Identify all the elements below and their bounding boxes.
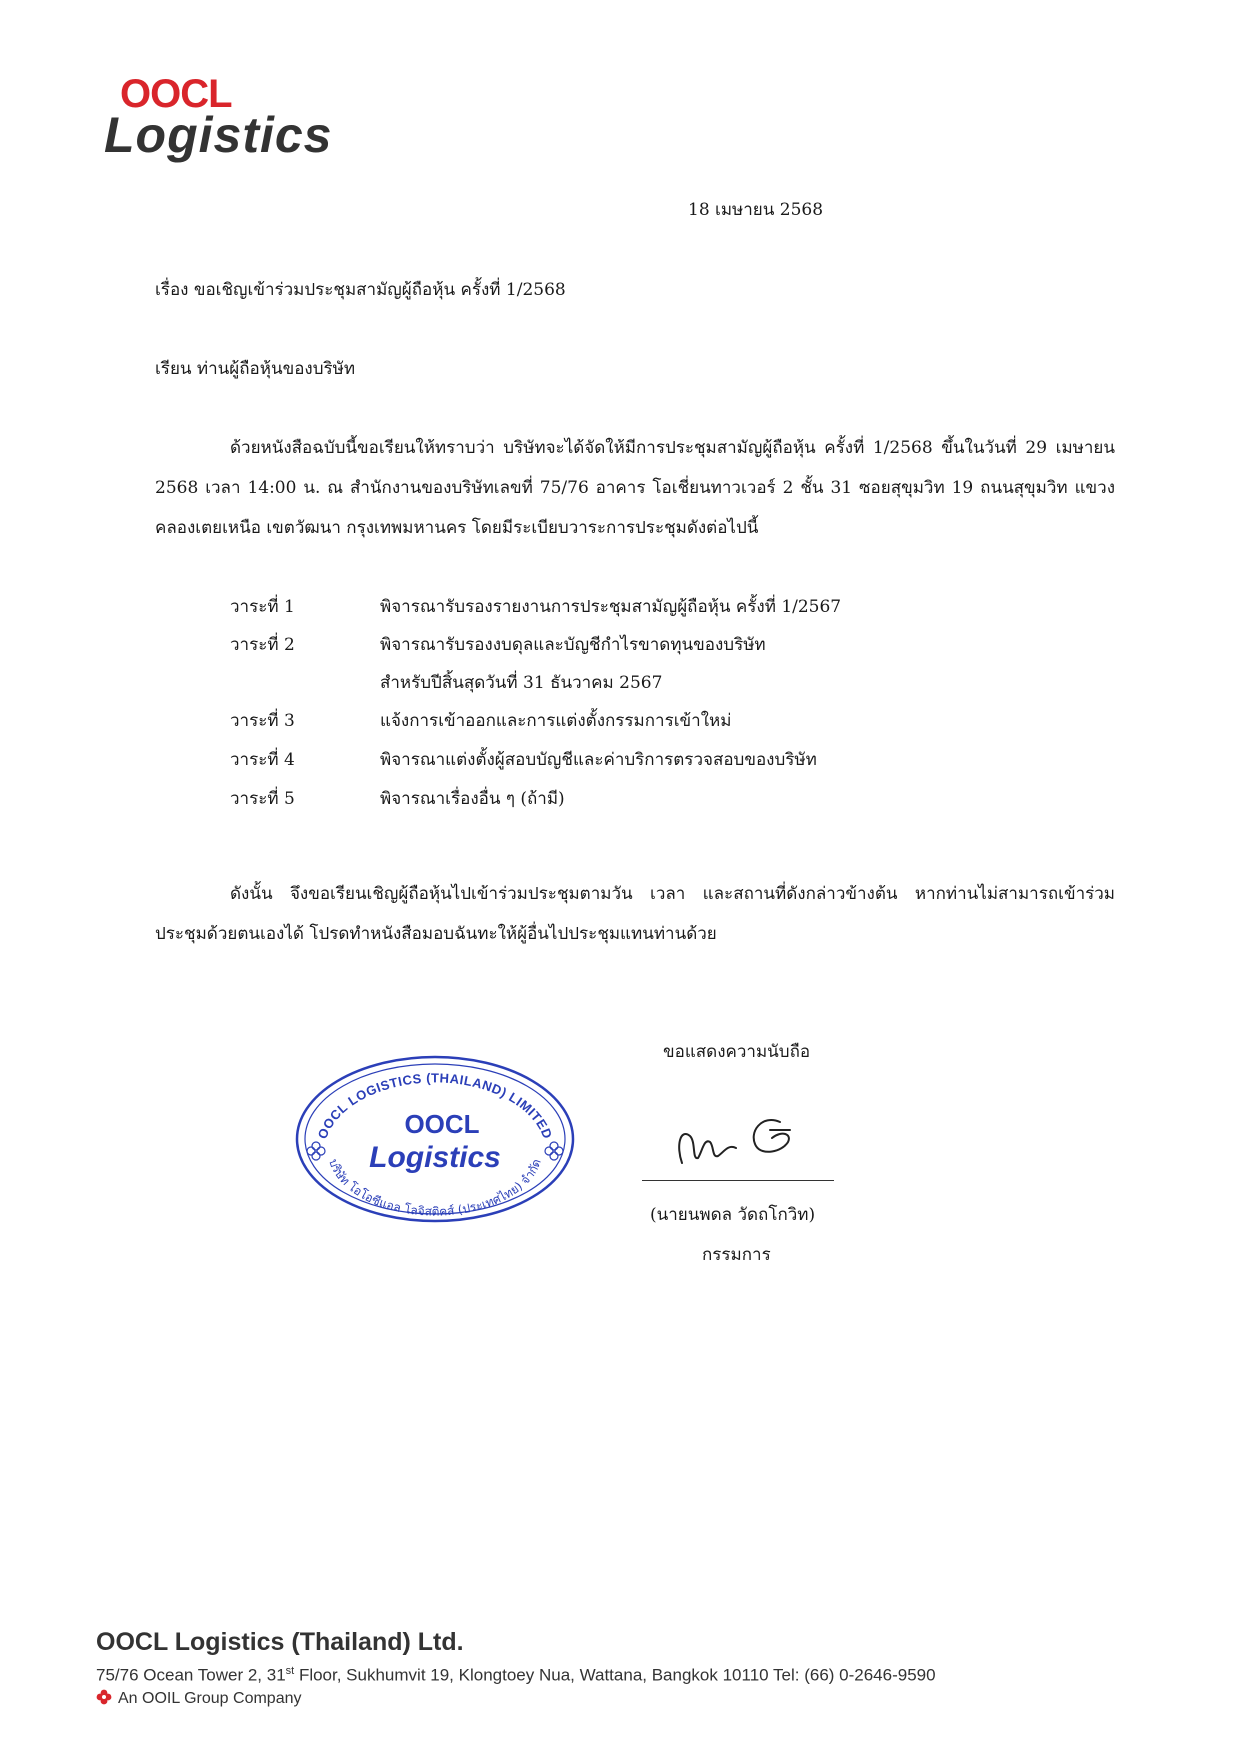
signer-name: (นายนพดล วัดถโกวิท) <box>650 1205 816 1225</box>
paragraph-invitation <box>155 428 1115 548</box>
signer-position: กรรมการ <box>702 1245 771 1265</box>
agenda-text: พิจารณาเรื่องอื่น ๆ (ถ้ามี) <box>380 789 565 809</box>
stamp-name: Logistics <box>369 1141 501 1174</box>
company-stamp <box>292 1053 578 1225</box>
footer-group-text: An OOIL Group Company <box>118 1690 302 1707</box>
flower-icon <box>307 1142 325 1160</box>
agenda-item <box>0 671 1241 695</box>
agenda-label: วาระที่ 1 <box>230 597 295 617</box>
agenda-item <box>0 633 1241 657</box>
agenda-label: วาระที่ 5 <box>230 789 295 809</box>
paragraph-request <box>155 874 1115 954</box>
agenda-label: วาระที่ 3 <box>230 711 295 731</box>
agenda-item <box>0 748 1241 772</box>
paragraph-invitation-text: ด้วยหนังสือฉบับนี้ขอเรียนให้ทราบว่า บริษัทจะได้จัดให้มีการประชุมสามัญผู้ถือหุ้น ครั้งที่ 1/2568 ขึ้นในวันที่ 29 เมษายน 2568 เวลา 14:00 น. ณ สำนักงานของบริษัทเลขที่ 75/76 อาคาร โอเชี่ยนทาวเวอร์ 2 ชั้น 31 ซอยสุขุมวิท 19 ถนนสุขุมวิท แขวงคลองเตยเหนือ เขตวัฒนา กรุงเทพมหานคร โดยมีระเบียบวาระการประชุมดังต่อไปนี้ <box>155 438 1115 538</box>
logo-oocl: OOCL <box>120 72 232 116</box>
agenda-item <box>0 787 1241 811</box>
footer-address-part: 75/76 Ocean Tower 2, 31 <box>96 1665 286 1685</box>
agenda-text: แจ้งการเข้าออกและการแต่งตั้งกรรมการเข้าใหม่ <box>380 711 732 731</box>
signature-image <box>670 1108 810 1178</box>
agenda-label: วาระที่ 2 <box>230 635 295 655</box>
agenda-text: พิจารณาแต่งตั้งผู้สอบบัญชีและค่าบริการตรวจสอบของบริษัท <box>380 750 817 770</box>
agenda-item <box>0 709 1241 733</box>
closing-text: ขอแสดงความนับถือ <box>663 1042 811 1062</box>
flower-icon <box>96 1689 112 1705</box>
footer-address-part: Floor, Sukhumvit 19, Klongtoey Nua, Wattana, Bangkok 10110 Tel: (66) 0-2646-9590 <box>294 1665 936 1685</box>
agenda-label: วาระที่ 4 <box>230 750 295 770</box>
flower-icon <box>545 1142 563 1160</box>
footer-company-name: OOCL Logistics (Thailand) Ltd. <box>96 1628 464 1656</box>
agenda-text: พิจารณารับรองงบดุลและบัญชีกำไรขาดทุนของบริษัท <box>380 635 766 655</box>
letter-salutation: เรียน ท่านผู้ถือหุ้นของบริษัท <box>155 359 356 379</box>
stamp-bottom-text: บริษัท โอโอซีแอล โลจิสติคส์ (ประเทศไทย) จำกัด <box>326 1157 544 1219</box>
logo-logistics: Logistics <box>104 107 333 163</box>
stamp-brand: OOCL <box>404 1109 480 1139</box>
letter-subject: เรื่อง ขอเชิญเข้าร่วมประชุมสามัญผู้ถือหุ้น ครั้งที่ 1/2568 <box>155 280 566 300</box>
footer-address-sup: st <box>285 1665 295 1677</box>
agenda-item <box>0 595 1241 619</box>
letter-date: 18 เมษายน 2568 <box>688 200 824 220</box>
agenda-list <box>0 595 1241 825</box>
paragraph-request-text: ดังนั้น จึงขอเรียนเชิญผู้ถือหุ้นไปเข้าร่วมประชุมตามวัน เวลา และสถานที่ดังกล่าวข้างต้น หากท่านไม่สามารถเข้าร่วมประชุมด้วยตนเองได้ โปรดทำหนังสือมอบฉันทะให้ผู้อื่นไปประชุมแทนท่านด้วย <box>155 884 1115 944</box>
agenda-text: สำหรับปีสิ้นสุดวันที่ 31 ธันวาคม 2567 <box>380 673 663 693</box>
footer-group <box>96 1689 302 1708</box>
footer-address <box>96 1665 936 1686</box>
signature-line <box>642 1180 834 1181</box>
agenda-text: พิจารณารับรองรายงานการประชุมสามัญผู้ถือหุ้น ครั้งที่ 1/2567 <box>380 597 842 617</box>
stamp-top-text: OOCL LOGISTICS (THAILAND) LIMITED <box>314 1070 556 1142</box>
